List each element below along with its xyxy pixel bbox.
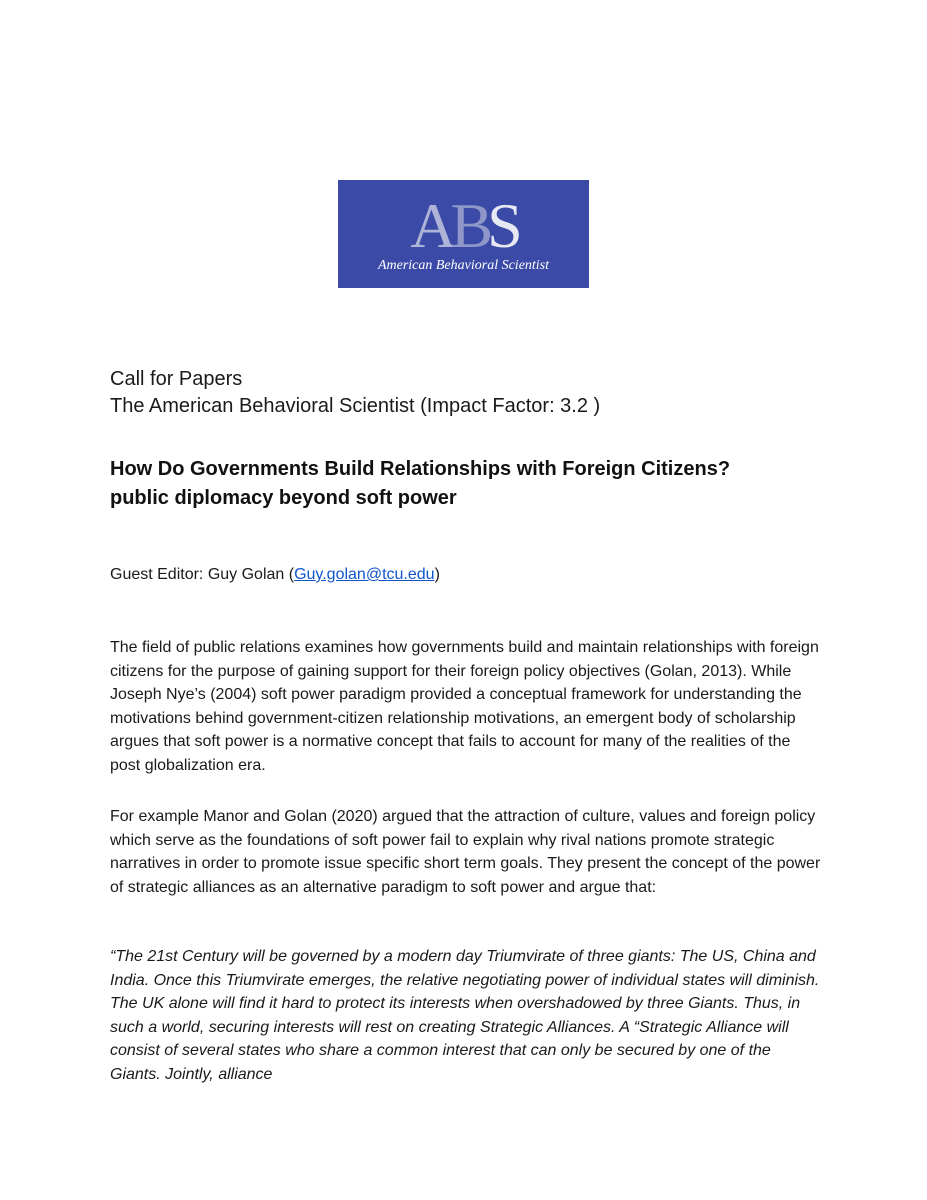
- title-line-2: public diplomacy beyond soft power: [110, 487, 457, 509]
- guest-editor-label: Guest Editor: Guy Golan (: [110, 566, 295, 583]
- paragraph-example: For example Manor and Golan (2020) argued that the attraction of culture, values and foreign policy which serve as the foundations of soft power fail to explain why rival nations promote strategic narratives in order to promote issue specific short term goals. They present the concept of the power of strategic alliances as an alternative paradigm to soft power and argue that:: [110, 808, 821, 896]
- paragraph-intro: The field of public relations examines how governments build and maintain relationships with foreign citizens for the purpose of gaining support for their foreign policy objectives (Golan, 2013). While Joseph Nye’s (2004) soft power paradigm provided a conceptual framework for understanding the motivations behind government-citizen relationship motivations, an emergent body of scholarship argues that soft power is a normative concept that fails to account for many of the realities of the post globalization era.: [110, 639, 819, 774]
- guest-editor: [110, 564, 440, 586]
- call-for-papers-header: [110, 366, 600, 420]
- journal-line: The American Behavioral Scientist (Impact Factor: 3.2 ): [110, 395, 601, 417]
- title-line-1: How Do Governments Build Relationships with Foreign Citizens?: [110, 458, 731, 480]
- paragraph-quote: “The 21st Century will be governed by a modern day Triumvirate of three giants: The US, China and India. Once this Triumvirate emerges, the relative negotiating power of individual states will diminish. The UK alone will find it hard to protect its interests when overshadowed by three Giants. Thus, in such a world, securing interests will rest on creating Strategic Alliances. A “Strategic Alliance will consist of several states who share a common interest that can only be secured by one of the Giants. Jointly, alliance: [110, 948, 820, 1083]
- editor-email-link[interactable]: Guy.golan@tcu.edu: [294, 566, 435, 583]
- paper-title: [110, 455, 830, 513]
- logo-monogram: ABS: [410, 190, 517, 261]
- guest-editor-close: ): [434, 566, 440, 583]
- logo-journal-name: American Behavioral Scientist: [377, 258, 550, 273]
- abs-logo: [338, 180, 589, 288]
- call-for-papers-label: Call for Papers: [110, 368, 243, 390]
